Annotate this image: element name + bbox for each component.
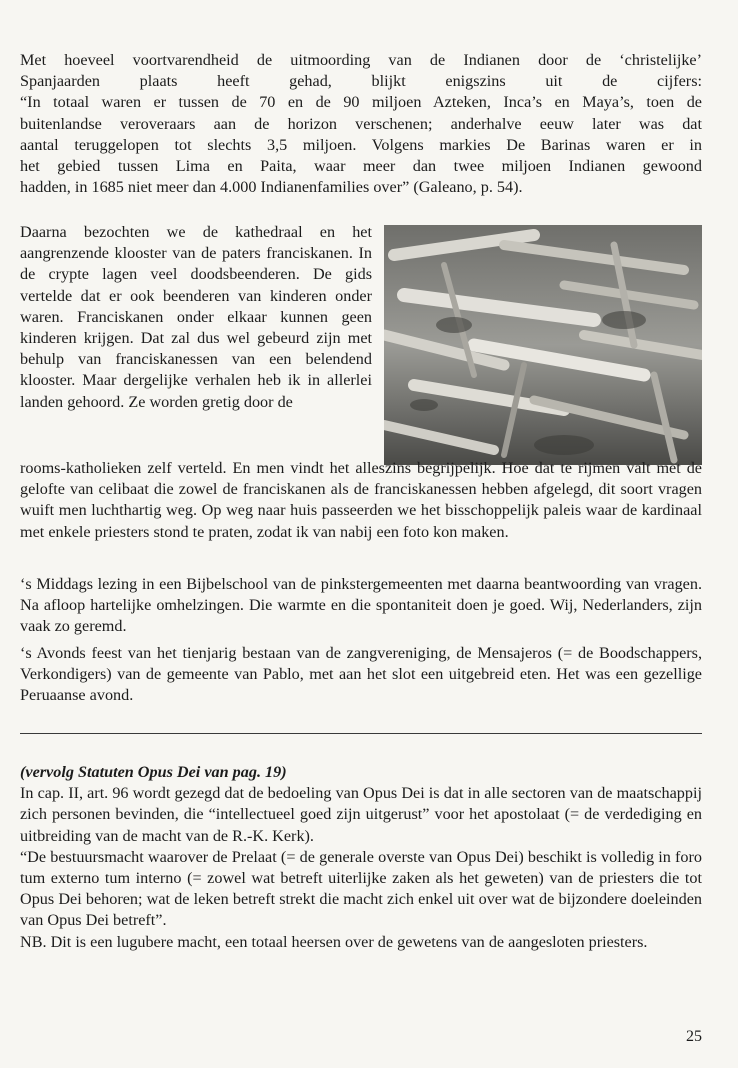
evening-paragraph (20, 643, 702, 707)
intro-text (20, 50, 702, 198)
evening-text: ‘s Avonds feest van het tienjarig bestaan van de zangvereniging, de Mensajeros (= de Boodschappers, Verkondigers) van de gemeente van Pablo, met aan het slot een uitgebreid eten. Het was een gezellige Peruaanse avond. (20, 644, 702, 705)
opus-dei-section (20, 762, 702, 953)
intro-line: Met hoeveel voortvarendheid de uitmoording van de Indianen door de ‘christelijke’ (20, 51, 702, 69)
intro-line: buitenlandse veroveraars aan de horizon verschenen; anderhalve eeuw later was dat (20, 114, 702, 133)
afternoon-paragraph (20, 574, 702, 638)
opus-paragraph-2: “De bestuursmacht waarover de Prelaat (= de generale overste van Opus Dei) beschikt is volledig in foro tum externo tum interno (= zowel wat betreft uiterlijke zaken als het geweten) van de priesters die tot Opus Dei behoren; wat de leken betreft strekt die macht zich enkel uit over wat de bijzondere doeleinden van Opus Dei betreft”. (20, 847, 702, 930)
afternoon-text: ‘s Middags lezing in een Bijbelschool van de pinkstergemeenten met daarna beantwoording van vragen. Na afloop hartelijke omhelzingen. Die warmte en die spontaniteit doen je goed. Wij, Nederlanders, zijn vaak zo geremd. (20, 575, 702, 636)
cathedral-continued (20, 458, 702, 543)
opus-heading: (vervolg Statuten Opus Dei van pag. 19) (20, 763, 287, 781)
intro-line: aantal teruggelopen tot slechts 3,5 miljoen. Volgens markies De Barinas waren er in (20, 135, 702, 154)
crypte-bones-photo (384, 225, 702, 465)
opus-paragraph-3: NB. Dit is een lugubere macht, een totaal heersen over de gewetens van de aangesloten priesters. (20, 932, 648, 951)
opus-paragraph-1: In cap. II, art. 96 wordt gezegd dat de bedoeling van Opus Dei is dat in alle sectoren van de maatschappij zich personen bevinden, die “intellectueel goed zijn uitgerust” voor het apostolaat (= de verdediging en uitbreiding van de macht van de R.-K. Kerk). (20, 784, 702, 845)
page-number: 25 (686, 1028, 702, 1045)
intro-line: het gebied tussen Lima en Paita, waar meer dan twee miljoen Indianen gewoond (20, 157, 702, 176)
bones-image (384, 225, 702, 465)
cathedral-after-text: rooms-katholieken zelf verteld. En men vindt het alleszins begrijpelijk. Hoe dat te rijmen valt met de gelofte van celibaat die zowel de franciskanen als de franciskanessen hebben afgelegd, dit soort vragen wuift men luchthartig weg. Op weg naar huis passeerden we het bisschoppelijk paleis waar de kardinaal met enkele priesters stond te praten, zodat ik van nabij een foto kon maken. (20, 459, 702, 541)
cathedral-section (20, 222, 702, 413)
cathedral-text: Daarna bezochten we de kathedraal en het aangrenzende klooster van de paters franciskanen. In de crypte lagen veel doodsbeenderen. De gids vertelde dat er ook beenderen van kinderen onder waren. Franciskanen onder elkaar kunnen geen kinderen krijgen. Dat zal dus wel gebeurd zijn met behulp van franciskanessen van een belendend klooster. Maar dergelijke verhalen heb ik in allerlei landen gehoord. Ze worden gretig door de (20, 223, 372, 411)
intro-paragraph (20, 50, 702, 198)
intro-line: Spanjaarden plaats heeft gehad, blijkt enigszins uit de cijfers: (20, 72, 702, 91)
intro-line: hadden, in 1685 niet meer dan 4.000 Indianenfamilies over” (Galeano, p. 54). (20, 178, 523, 197)
section-divider (20, 733, 702, 734)
intro-line: “In totaal waren er tussen de 70 en de 90 miljoen Azteken, Inca’s en Maya’s, toen de (20, 93, 702, 112)
